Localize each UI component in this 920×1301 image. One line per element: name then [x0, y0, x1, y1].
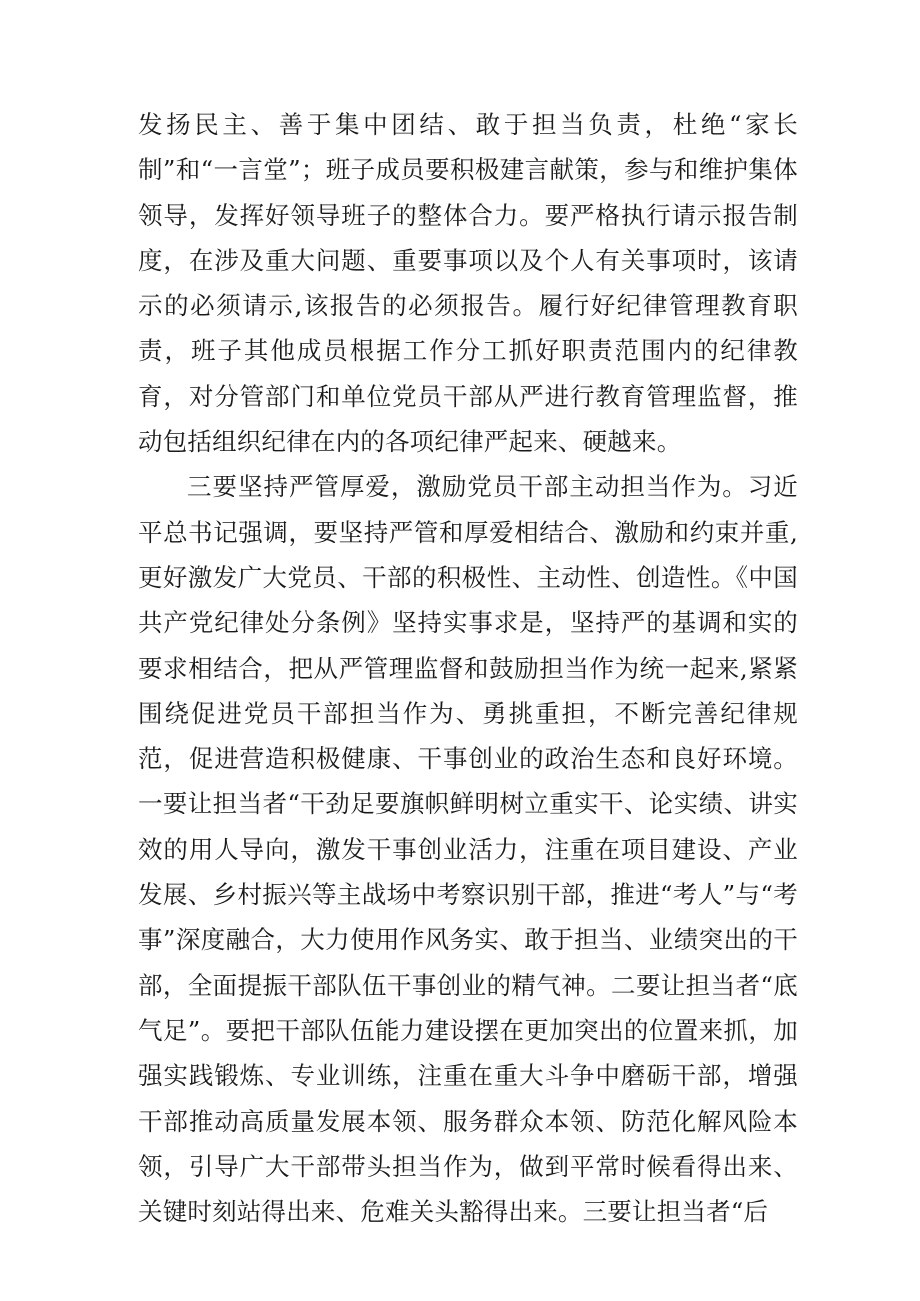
paragraph-1: 发扬民主、善于集中团结、敢于担当负责，杜绝“家长制”和“一言堂”；班子成员要积极建言献策，参与和维护集体领导，发挥好领导班子的整体合力。要严格执行请示报告制度，在涉及重大问题、重要事项以及个人有关事项时，该请示的必须请示,该报告的必须报告。履行好纪律管理教育职责，班子其他成员根据工作分工抓好职责范围内的纪律教育，对分管部门和单位党员干部从严进行教育管理监督，推动包括组织纪律在内的各项纪律严起来、硬越来。: [138, 110, 798, 457]
paragraph-2: 三要坚持严管厚爱，激励党员干部主动担当作为。习近平总书记强调，要坚持严管和厚爱相结合、激励和约束并重,更好激发广大党员、干部的积极性、主动性、创造性。《中国共产党纪律处分条例》坚持实事求是，坚持严的基调和实的要求相结合，把从严管理监督和鼓励担当作为统一起来,紧紧围绕促进党员干部担当作为、勇挑重担，不断完善纪律规范，促进营造积极健康、干事创业的政治生态和良好环境。一要让担当者“干劲足要旗帜鲜明树立重实干、论实绩、讲实效的用人导向，激发干事创业活力，注重在项目建设、产业发展、乡村振兴等主战场中考察识别干部，推进“考人”与“考事”深度融合，大力使用作风务实、敢于担当、业绩突出的干部，全面提振干部队伍干事创业的精气神。二要让担当者“底气足”。要把干部队伍能力建设摆在更加突出的位置来抓，加强实践锻炼、专业训练，注重在重大斗争中磨砺干部，增强干部推动高质量发展本领、服务群众本领、防范化解风险本领，引导广大干部带头担当作为，做到平常时候看得出来、关键时刻站得出来、危难关头豁得出来。三要让担当者“后: [138, 472, 798, 1227]
document-body: [138, 102, 798, 1234]
